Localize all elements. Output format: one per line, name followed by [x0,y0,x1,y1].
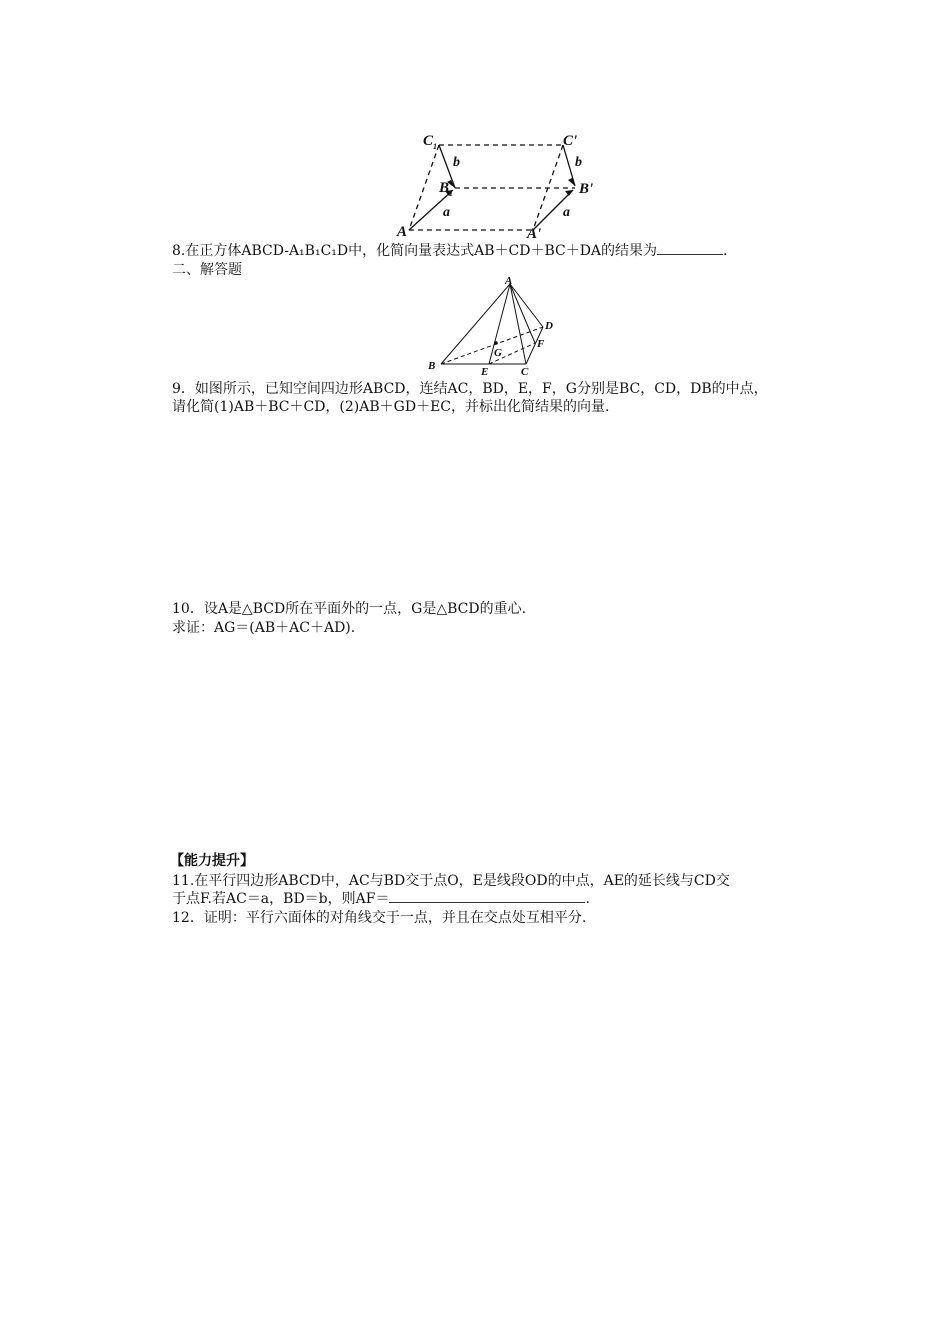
label-C: C [423,133,434,149]
tetra-label-B: B [428,360,436,372]
label-b-right: b [575,155,582,170]
question-11-line-2 [172,890,590,908]
figure-prism [395,130,610,240]
question-9-line-2: 请化简(1)AB＋BC＋CD，(2)AB＋GD＋EC，并标出化简结果的向量. [172,399,610,415]
question-12: 12．证明：平行六面体的对角线交于一点，并且在交点处互相平分. [172,910,587,926]
label-b-left: b [453,155,460,170]
answer-blank-11[interactable] [389,890,585,903]
label-C-sub: 1 [433,142,437,151]
label-B: B [439,180,450,196]
tetra-label-E: E [481,366,489,377]
label-A-prime: A' [527,226,542,240]
tetra-label-G: G [494,347,502,359]
question-8 [172,242,728,260]
question-10-line-2: 求证：AG＝(AB＋AC＋AD). [172,620,356,636]
label-C-prime: C' [563,133,578,149]
figure-tetrahedron [425,275,560,377]
question-9-line-1: 9．如图所示，已知空间四边形ABCD，连结AC，BD，E，F，G分别是BC，CD，DB的中点， [172,381,768,397]
tetra-label-A: A [505,275,513,287]
question-11-tail: . [585,891,590,907]
label-a-left: a [443,205,450,220]
tetra-label-D: D [545,320,553,332]
label-B-prime: B' [579,181,594,197]
section-heading-solutions: 二、解答题 [172,262,242,278]
question-11-line-2-text: 于点F.若AC＝a，BD＝b，则AF＝ [172,891,390,907]
question-10-line-1: 10．设A是△BCD所在平面外的一点，G是△BCD的重心. [172,601,527,617]
question-8-text: 8.在正方体ABCD-A₁B₁C₁D中，化简向量表达式AB＋CD＋BC＋DA的结果为 [172,243,658,259]
section-heading-ability: 【能力提升】 [170,853,254,869]
tetra-label-F: F [537,338,545,350]
label-B-sub: 1 [449,189,453,198]
tetra-label-C: C [521,366,529,377]
question-8-tail: . [723,243,728,259]
label-a-right: a [563,205,570,220]
answer-blank-8[interactable] [657,242,723,255]
question-11-line-1: 11.在平行四边形ABCD中，AC与BD交于点O，E是线段OD的中点，AE的延长线与CD交 [172,873,730,889]
label-A: A [397,224,408,240]
